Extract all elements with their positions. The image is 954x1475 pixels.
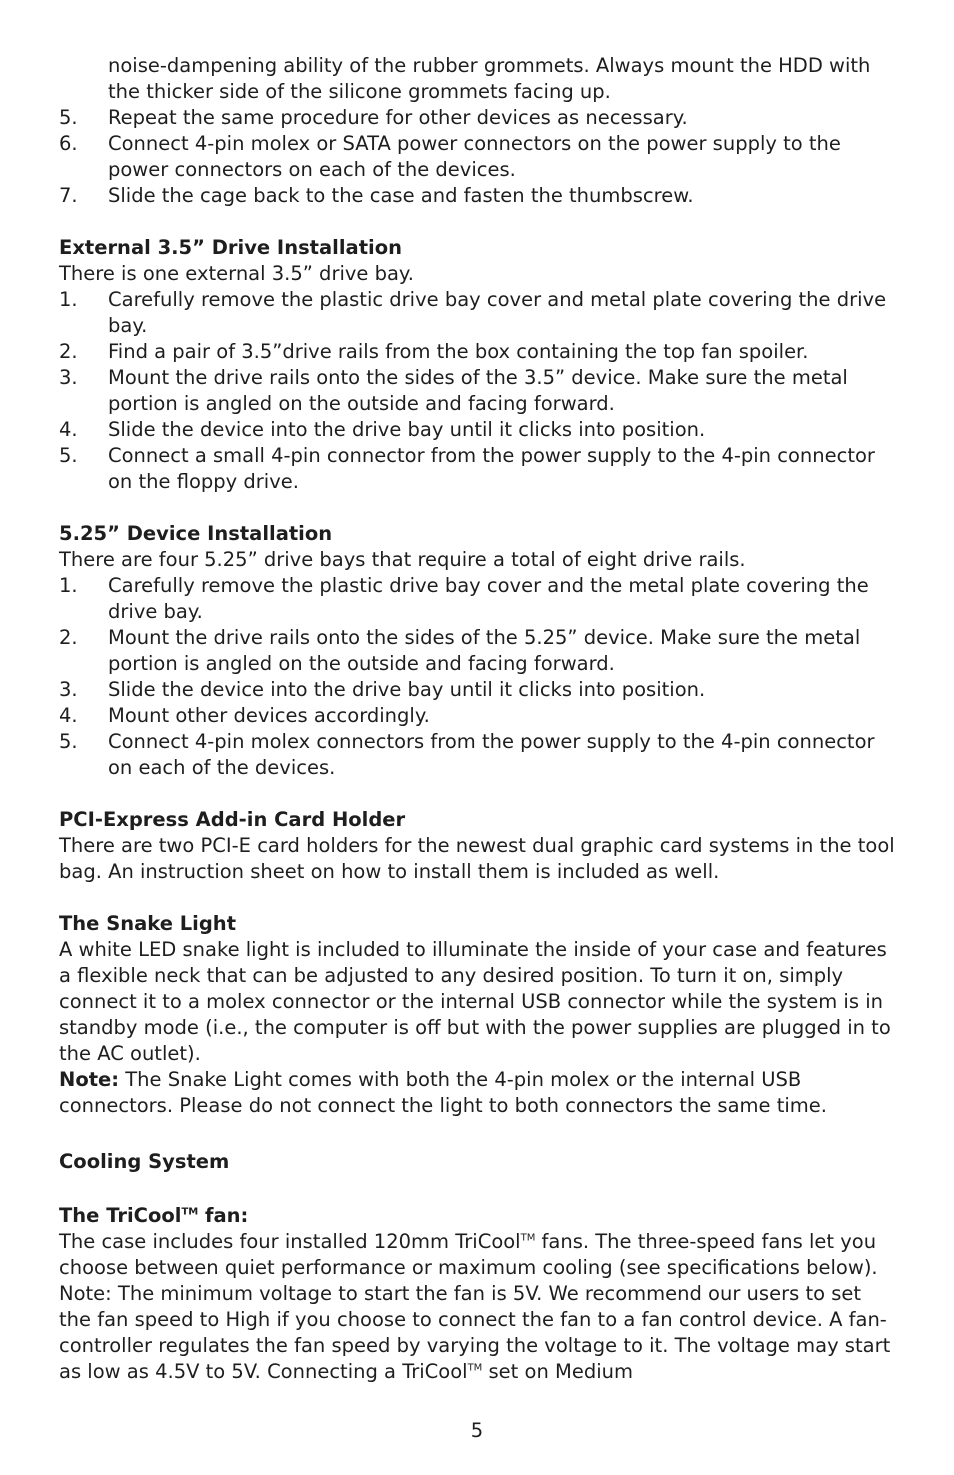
list-item — [59, 677, 899, 703]
list-item — [59, 365, 899, 417]
section-heading-tricool — [59, 1203, 899, 1229]
page-number: 5 — [470, 1419, 484, 1442]
item-number: 7. — [59, 184, 78, 207]
item-text: Repeat the same procedure for other devices as necessary. — [108, 106, 688, 129]
item-text: Slide the device into the drive bay until it clicks into position. — [108, 418, 706, 441]
list-item — [59, 417, 899, 443]
trademark-mark: TM — [520, 1232, 536, 1244]
item-number: 6. — [59, 132, 78, 155]
item-text: Carefully remove the plastic drive bay cover and the metal plate covering the drive bay. — [108, 574, 869, 623]
list-item — [59, 443, 899, 495]
note-paragraph — [59, 1067, 899, 1119]
item-text: Connect 4-pin molex connectors from the power supply to the 4-pin connector on each of the devices. — [108, 730, 875, 779]
item-number: 2. — [59, 626, 78, 649]
note-text: The Snake Light comes with both the 4-pin molex or the internal USB connectors. Please do not connect the light to both connectors the same time. — [59, 1068, 827, 1117]
section-intro: There are four 5.25” drive bays that require a total of eight drive rails. — [59, 548, 746, 571]
section-heading-cooling: Cooling System — [59, 1150, 230, 1173]
item-text: Connect 4-pin molex or SATA power connectors on the power supply to the power connectors on each of the devices. — [108, 132, 841, 181]
item-text: Slide the device into the drive bay until it clicks into position. — [108, 678, 706, 701]
section-heading-external-drive: External 3.5” Drive Installation — [59, 236, 402, 259]
list-item — [59, 131, 899, 183]
continuation-text: noise-dampening ability of the rubber grommets. Always mount the HDD with the thicker side of the silicone grommets facing up. — [108, 54, 871, 103]
section-body: There are two PCI-E card holders for the newest dual graphic card systems in the tool bag. An instruction sheet on how to install them is included as well. — [59, 834, 895, 883]
trademark-mark: TM — [181, 1206, 199, 1218]
item-text: Slide the cage back to the case and fasten the thumbscrew. — [108, 184, 694, 207]
item-number: 1. — [59, 574, 78, 597]
section-heading-pcie: PCI-Express Add-in Card Holder — [59, 808, 406, 831]
item-number: 5. — [59, 444, 78, 467]
item-text: Find a pair of 3.5”drive rails from the box containing the top fan spoiler. — [108, 340, 809, 363]
item-number: 1. — [59, 288, 78, 311]
list-item — [59, 183, 899, 209]
item-number: 5. — [59, 106, 78, 129]
manual-page — [59, 53, 899, 1385]
item-text: Carefully remove the plastic drive bay cover and metal plate covering the drive bay. — [108, 288, 887, 337]
list-item — [59, 287, 899, 339]
item-text: Connect a small 4-pin connector from the power supply to the 4-pin connector on the floppy drive. — [108, 444, 875, 493]
section-body — [59, 1229, 899, 1385]
list-item — [59, 339, 899, 365]
item-number: 2. — [59, 340, 78, 363]
list-item — [59, 703, 899, 729]
body-part: The case includes four installed 120mm TriCool — [59, 1230, 521, 1253]
item-number: 4. — [59, 704, 78, 727]
section-intro: There is one external 3.5” drive bay. — [59, 262, 414, 285]
item-number: 3. — [59, 366, 78, 389]
heading-part: fan: — [198, 1204, 249, 1227]
section-heading-525-device: 5.25” Device Installation — [59, 522, 333, 545]
item-text: Mount the drive rails onto the sides of the 5.25” device. Make sure the metal portion is angled on the outside and facing forward. — [108, 626, 861, 675]
list-item — [59, 729, 899, 781]
item-number: 4. — [59, 418, 78, 441]
trademark-mark: TM — [467, 1362, 483, 1374]
body-part: set on Medium — [482, 1360, 633, 1383]
list-item — [59, 573, 899, 625]
list-item — [59, 105, 899, 131]
list-item — [59, 625, 899, 677]
body-part: fans. The three-speed fans let you choose between quiet performance or maximum cooling (see specifications below). Note: The minimum voltage to start the fan is 5V. We recommend our users to set the fan speed to High if you choose to connect the fan to a fan control device. A fan-controller regulates the fan speed by varying the voltage to it. The voltage may start as low as 4.5V to 5V. Connecting a TriCool — [59, 1230, 891, 1383]
section-heading-snake-light: The Snake Light — [59, 912, 237, 935]
section-body: A white LED snake light is included to illuminate the inside of your case and features a flexible neck that can be adjusted to any desired position. To turn it on, simply connect it to a molex connector or the internal USB connector while the system is in standby mode (i.e., the computer is off but with the power supplies are plugged in to the AC outlet). — [59, 938, 891, 1065]
item-text: Mount other devices accordingly. — [108, 704, 430, 727]
heading-part: The TriCool — [59, 1204, 182, 1227]
item-number: 3. — [59, 678, 78, 701]
item-number: 5. — [59, 730, 78, 753]
item-text: Mount the drive rails onto the sides of the 3.5” device. Make sure the metal portion is angled on the outside and facing forward. — [108, 366, 848, 415]
note-label: Note: — [59, 1068, 120, 1091]
